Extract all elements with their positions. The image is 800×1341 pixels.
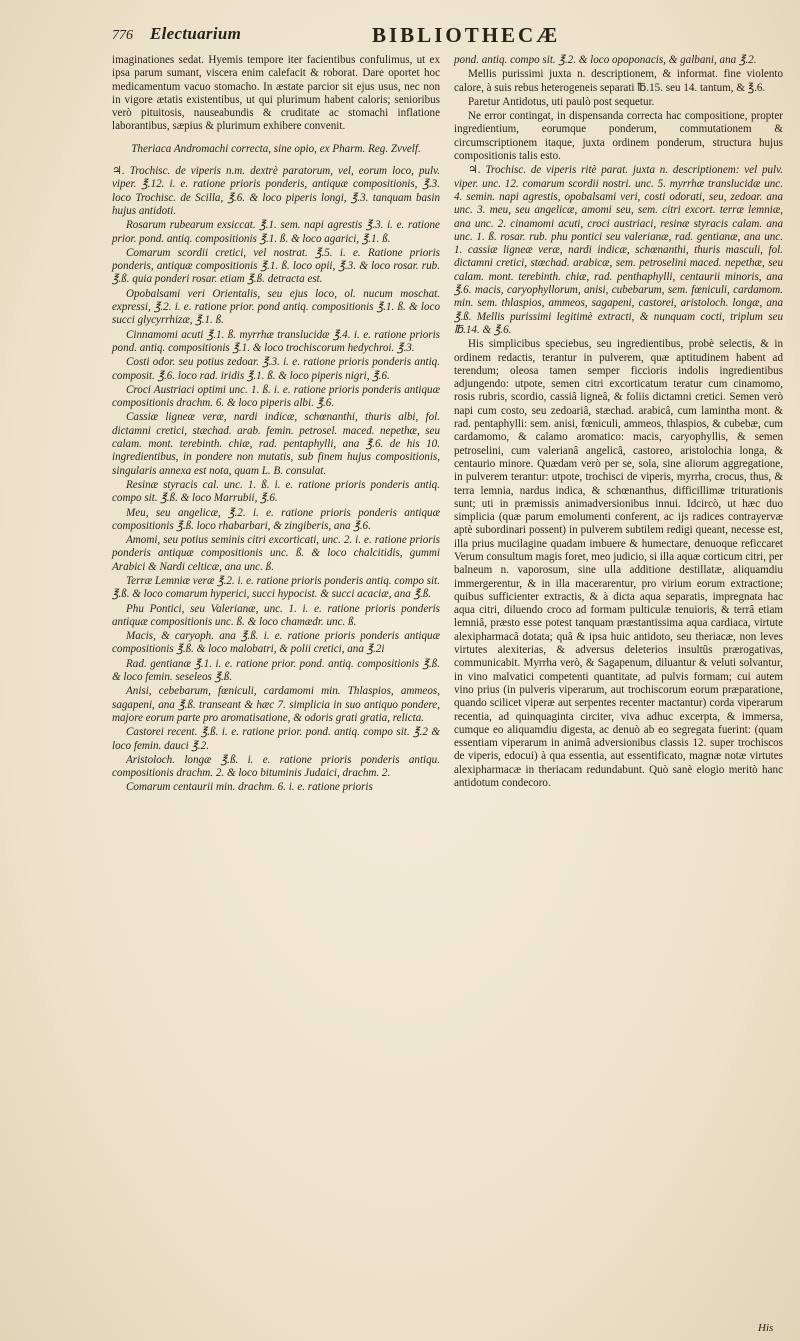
paragraph: Comarum scordii cretici, vel nostrat. ℥.5. i. e. Ratione prioris ponderis, antiquæ compositionis ℥.1. ß. loco opii, ℥.3. & loco rosar. rub. ℥.ß. quia ponderi rosar. etiam ℥.ß. detracta est. xyxy=(112,246,440,286)
paragraph: Costi odor. seu potius zedoar. ℥.3. i. e. ratione prioris ponderis antiq. composit. ℥.6. loco rad. iridis ℥.1. ß. & loco piperis nigri, ℥.6. xyxy=(112,356,440,382)
paragraph: Resinæ styracis cal. unc. 1. ß. i. e. ratione prioris ponderis antiq. compo sit. ℥.ß. & loco Marrubii, ℥.6. xyxy=(112,478,440,505)
paragraph: Paretur Antidotus, uti paulò post sequetur. xyxy=(468,95,655,108)
paragraph: Castorei recent. ℥.ß. i. e. ratione prior. pond. antiq. compo sit. ℥.2 & loco femin. dauci ℥.2. xyxy=(112,726,440,752)
paragraph: pond. antiq. compo sit. ℥.2. & loco opoponacis, & galbani, ana ℥.2. xyxy=(454,54,757,66)
paragraph: Macis, & caryoph. ana ℥.ß. i. e. ratione prioris ponderis antiquæ compositionis ℥.ß. & loco malobatri, & polii cretici, ana ℥.2i xyxy=(112,630,440,656)
paragraph: imaginationes sedat. Hyemis tempore iter facientibus confulimus, ut ex ipsa parum sumant, viscera enim calefacit & roborat. Dare oportet hoc medicamentum vacuo stomacho. In æstate parcior sit ejus usus, nec non in vigore ætatis existentibus, ut qui plurimum habent caloris; senioribus verò pituitosis, nauseabundis & cruditate ac stomachi inflatione laborantibus, sæpius & plurimum exhibere convenit. xyxy=(112,54,440,133)
right-column xyxy=(454,54,783,791)
paragraph: Cinnamomi acuti ℥.1. ß. myrrhæ translucidæ ℥.4. i. e. ratione prioris pond. antiq. compositionis ℥.1. & loco trochiscorum hedychroi. ℥.3. xyxy=(112,328,440,354)
paragraph: ♃. Trochisc. de viperis n.m. dextrè paratorum, vel, eorum loco, pulv. viper. ℥.12. i. e. ratione prioris ponderis, antiquæ compositionis, ℥.3. loco Trochisc. de Scilla, ℥.6. & loco piperis longi, ℥.3. tanquam basin hujus antidoti. xyxy=(112,165,440,217)
catchword: His xyxy=(758,1322,774,1334)
paragraph: Amomi, seu potius seminis citri excorticati, unc. 2. i. e. ratione prioris ponderis antiquæ compositionis unc. ß. & loco chalcitidis, gummi Arabici & Nardi celticæ, ana unc. ß. xyxy=(112,534,440,573)
paragraph: Anisi, cebebarum, fœniculi, cardamomi min. Thlaspios, ammeos, sagapeni, ana ℥.ß. transeant & hæc 7. simplicia in suo antiquo pondere, majore eorum parte pro aromatisatione, & odoris grati gratia, relicta. xyxy=(112,685,440,724)
paragraph: Phu Pontici, seu Valerianæ, unc. 1. i. e. ratione prioris ponderis antiquæ compositionis unc. ß. & loco chamædr. unc. ß. xyxy=(112,602,440,628)
paragraph: Opobalsami veri Orientalis, seu ejus loco, ol. nucum moschat. expressi, ℥.2. i. e. ratione prior. pond antiq. compositionis ℥.1. ß. & loco succi glycyrrhizæ, ℥.1. ß. xyxy=(112,287,440,327)
paragraph: Terræ Lemniæ veræ ℥.2. i. e. ratione prioris ponderis antiq. compo sit. ℥.ß. & loco comarum hyperici, succi hypocist. & succi acaciæ, ana ℥.ß. xyxy=(112,574,440,601)
running-title: BIBLIOTHECÆ xyxy=(372,23,561,47)
paragraph: Rosarum rubearum exsiccat. ℥.1. sem. napi agrestis ℥.3. i. e. ratione prior. pond. antiq. compositionis ℥.1. ß. & loco agarici, ℥.1. ß. xyxy=(112,219,440,245)
paragraph: Mellis purissimi juxta n. descriptionem, & informat. fine violento calore, à suis rebus heterogeneis separati ℔.15. seu 14. tantum, & ℥.6. xyxy=(454,68,783,94)
paragraph: Meu, seu angelicæ, ℥.2. i. e. ratione prioris ponderis antiquæ compositionis ℥.ß. loco rhabarbari, & zingiberis, ana ℥.6. xyxy=(112,506,440,532)
paragraph: Comarum centaurii min. drachm. 6. i. e. ratione prioris xyxy=(126,781,373,794)
paragraph: Cassiæ ligneæ veræ, nardi indicæ, schœnanthi, thuris albi, fol. dictamni cretici, stæchad. arab. femin. petrosel. maced. nepethæ, seu calam. mont. terebinth. chiæ, rad. pentaphylli, ana ℥.6. de his 10. ingredientibus, in pondere non mutatis, sub finem hujus compositionis, singularis annexa est nota, quam L. B. consulat. xyxy=(112,411,440,477)
paragraph: Rad. gentianæ ℥.1. i. e. ratione prior. pond. antiq. compositionis ℥.ß. & loco femin. seseleos ℥.ß. xyxy=(112,657,440,684)
page-header xyxy=(0,8,800,50)
header-keyword: Electuarium xyxy=(150,24,242,43)
paragraph: Aristoloch. longæ ℥.ß. i. e. ratione prioris ponderis antiqu. compositionis drachm. 2. & loco bituminis Judaici, drachm. 2. xyxy=(112,753,440,780)
page-number: 776 xyxy=(112,28,133,43)
recipe-title: Theriaca Andromachi correcta, sine opio, ex Pharm. Reg. Zvvelf. xyxy=(131,142,421,155)
paragraph: His simplicibus speciebus, seu ingredientibus, probè selectis, & in ordinem redactis, terantur in pulverem, quæ aptitudinem habent ad terendum; oleosa tamen semper ficcioris indolis ingredientibus adjungendo: utpote, semen citri excorticatum teratur cum cinamomo, rosis rubris, scordio, cassiâ ligneâ, & foliis dictamni cretici. Semen verò napi cum costo, seu zedoariâ, stæchad. arabicâ, cum lamintha mont. & rad. pentaphylli: sem. anisi, fœniculi, ammeos, thlaspios, & cubebæ, cum cardamomo, & calamo aromatico: macis, caryophyllis, & semen petroselini, cum valerianâ angelicâ, castoreo, aristolochia longa, & centaurio minore. Quædam verò per se, sola, sine aliorum aggregatione, in pulverem terantur: utpote, trochisci de viperis, myrrha, crocus, thus, & terra lemnia, nardus indica, & schœnanthus, difficillimæ triturationis sunt; uti in præmissis animadversionibus innui. Idcircò, ut hæc duo simplicia (quæ parum emolumenti conferent, ac ijs radices contrayervæ aptè subordinari possent) in pulverem subtilem redigi queant, necesse est, illa prius mucilagine quadam imbuere & humectare, denuoque reficcaret Verum consultum magis foret, meo judicio, si illa aquæ corticum citri, per balneum n. vaporosum, sine ulla additione destillatæ, aliquamdiu immergerentur, & in illa macerarentur, pro virium eorum extractione; quibus sufficienter extractis, & à dicta aqua separatis, impregnata hac aqua citri, diluendo croco ad formam pulticulæ tenuioris, & terrâ etiam lemniâ, præsto esse potest tanquam præstantissima aqua cardiaca, virtute alexipharmacâ dotata; quâ & ipsa huic antidoto, seu theriacæ, non leves virtutes alexiterias, & adversus deleterios insultûs prærogativas, communicabit. Myrrha verò, & Sagapenum, diluantur & veluti solvantur, in vino malvatici competenti quantitate, ad pulvis formam; cui autem vino prius (in pulveris viperarum, aut trochiscorum eorum præparatione, quando scilicet viperæ aut serpentes recenter mactantur) corda viperarum recentia, ad quinquaginta circiter, viva adhuc excerpta, & immersa, cumque eo aliquamdiu digesta, ac denuò ab eo segregata fuerint: (quam essentiam viperarum in animâ adversionibus classis 12. super trochiscos de viperis, edocui) à qua essentia, aut essentificato, magnæ notæ virtutes alexipharmacæ in theriacam redundabunt. Quò sanè elogio meritò hanc antidotum condecoro. xyxy=(454,338,783,790)
left-column xyxy=(112,54,440,796)
recipe-paragraph: ♃. Trochisc. de viperis ritè parat. juxta n. descriptionem: vel pulv. viper. unc. 12. comarum scordii nostri. unc. 5. myrrhæ translucidæ unc. 4. semin. napi agrestis, opobalsami veri, costi odorati, seu, zedoar. ana unc. 3. meu, seu angelicæ, amomi seu, sem. citri excort. terræ lemniæ, ana unc. 2. cinamomi acuti, croci austriaci, resinæ styracis calam. ana unc. 1. ß. rosar. rub. phu pontici seu valerianæ, rad. gentianæ, ana unc. 1. cassiæ ligneæ veræ, nardi indicæ, schœnanthi, thuris masculi, fol. dictamni cretici, stœchad. arabicæ, sem. petroselini maced. nepethæ, seu calam. mont. terebinth. chiæ, rad. penthaphylli, centaurii minoris, ana ℥.6. macis, caryophyllorum, anisi, cubebarum, sem. fœniculi, cardamom. min. sem. thlaspios, ammeos, sagapeni, castorei, aristoloch. longæ, ana ℥.ß. Mellis purissimi legitimè extracti, & nunquam cocti, triplum seu ℔.14. & ℥.6. xyxy=(454,164,783,336)
paragraph: Ne error contingat, in dispensanda correcta hac compositione, propter ingredientium, eorumque ponderum, commutationem & circumscriptionem itaque, juxta ordinem ponderum, structura hujus compositionis talis esto. xyxy=(454,110,783,163)
paragraph: Croci Austriaci optimi unc. 1. ß. i. e. ratione prioris ponderis antiquæ compositionis drachm. 6. & loco piperis albi. ℥.6. xyxy=(112,383,440,410)
